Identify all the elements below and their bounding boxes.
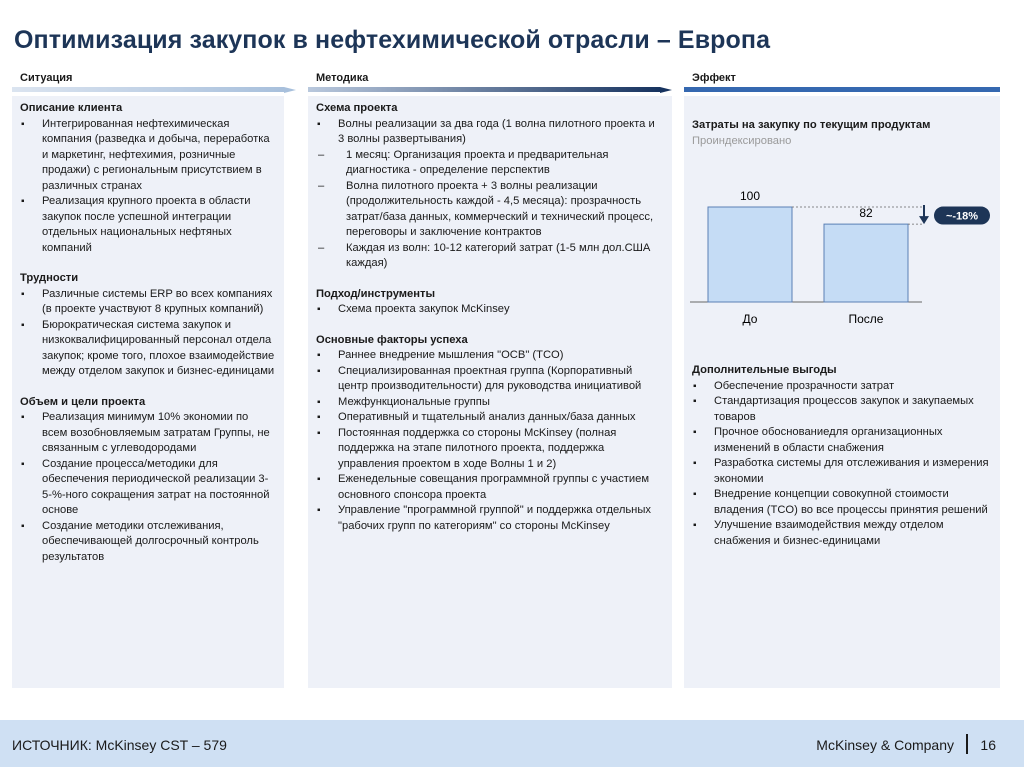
category-label: После — [848, 312, 884, 326]
factors-section-title: Основные факторы успеха — [316, 333, 468, 346]
list-item: ▪ Разработка системы для отслеживания и измерения экономии — [692, 456, 992, 487]
list-item: ▪ Реализация крупного проекта в области закупок после успешной интеграции отдельных национальных нефтяных компаний — [20, 194, 276, 256]
brand-name: McKinsey & Company — [816, 737, 954, 753]
list-item: ▪ Постоянная поддержка со стороны McKinsey (полная поддержка на этапе пилотного проекта, поддержка управления проектом в ходе Волны 1 и 2) — [316, 426, 664, 473]
scope-section — [20, 395, 276, 566]
list-item: ▪ Реализация минимум 10% экономии по всем возобновляемым затратам Группы, не связанным с углеводородами — [20, 410, 276, 457]
reduction-badge-label: ~-18% — [945, 210, 979, 223]
column-header-situation — [12, 70, 284, 92]
list-item: ▪ Интегрированная нефтехимическая компания (разведка и добыча, переработка и маркетинг, нефтехимия, розничные продажи) с региональным присутствием в различных странах — [20, 117, 276, 195]
list-item: ▪ Еженедельные совещания программной группы с участием основного спонсора проекта — [316, 472, 664, 503]
situation-panel — [12, 96, 284, 688]
list-item: ▪ Схема проекта закупок McKinsey — [316, 302, 664, 318]
chart-title: Затраты на закупку по текущим продуктам — [692, 119, 931, 131]
sub-list-item: – Волна пилотного проекта + 3 волны реализации (продолжительность каждой - 4,5 месяца): прозрачность затрат/база данных, коммерческий и технический процесс, переговоры и заключение контрактов — [316, 179, 664, 241]
list-item — [316, 117, 664, 272]
bar-value-label: 82 — [859, 206, 873, 221]
approach-section — [316, 287, 664, 318]
list-item: ▪ Обеспечение прозрачности затрат — [692, 379, 992, 395]
list-item: ▪ Бюрократическая система закупок и низкоквалифицированный персонал отдела закупок; кроме того, плохое взаимодействие между отделом закупок и бизнес-единицами — [20, 318, 276, 380]
column-header-effect-bar — [684, 87, 1000, 92]
column-header-effect — [684, 70, 1000, 92]
column-header-method — [308, 70, 660, 92]
benefits-section — [692, 362, 992, 549]
list-item: ▪ Внедрение концепции совокупной стоимости владения (TCO) во все процессы принятия решений — [692, 487, 992, 518]
effect-panel — [684, 96, 1000, 688]
list-item: ▪ Межфункциональные группы — [316, 395, 664, 411]
column-header-effect-label: Эффект — [692, 72, 736, 84]
bar-before — [708, 207, 792, 302]
list-item: ▪ Создание процесса/методики для обеспечения периодической реализации 3-5-%-ного сокращения затрат на постоянной основе — [20, 457, 276, 519]
difficulties-section — [20, 271, 276, 380]
page-number: 16 — [980, 737, 996, 753]
source-note: ИСТОЧНИК: McKinsey CST – 579 — [12, 737, 227, 753]
arrow-right-icon — [660, 87, 672, 93]
list-item: ▪ Различные системы ERP во всех компаниях (в проекте участвуют 8 крупных компаний) — [20, 287, 276, 318]
factors-section — [316, 333, 664, 535]
column-header-situation-label: Ситуация — [20, 72, 73, 84]
arrow-down-icon — [919, 205, 929, 224]
client-section — [20, 101, 276, 256]
benefits-section-title: Дополнительные выгоды — [692, 364, 837, 376]
list-item: ▪ Улучшение взаимодействия между отделом снабжения и бизнес-единицами — [692, 518, 992, 549]
list-item: ▪ Специализированная проектная группа (Корпоративный центр производительности) для руководства инициативой — [316, 364, 664, 395]
bar-value-label: 100 — [739, 189, 761, 203]
list-item: ▪ Прочное обоснованиедля организационных изменений в области снабжения — [692, 425, 992, 456]
footer — [0, 720, 1024, 767]
list-item: ▪ Стандартизация процессов закупок и закупаемых товаров — [692, 394, 992, 425]
scheme-section — [316, 101, 664, 272]
bar-after — [824, 224, 908, 302]
page-title: Оптимизация закупок в нефтехимической отрасли – Европа — [14, 26, 771, 54]
category-label: До — [742, 312, 758, 326]
client-section-title: Описание клиента — [20, 102, 123, 114]
column-header-method-bar — [308, 87, 660, 92]
arrow-right-icon — [284, 87, 296, 93]
list-item-text: Волны реализации за два года (1 волна пилотного проекта и 3 волны развертывания) — [338, 117, 655, 145]
scheme-section-title: Схема проекта — [316, 102, 398, 114]
column-header-method-label: Методика — [316, 72, 369, 84]
cost-bar-chart — [684, 176, 1000, 336]
approach-section-title: Подход/инструменты — [316, 287, 436, 300]
footer-divider — [966, 734, 968, 754]
list-item: ▪ Оперативный и тщательный анализ данных/база данных — [316, 410, 664, 426]
difficulties-section-title: Трудности — [20, 272, 79, 284]
chart-subtitle: Проиндексировано — [692, 134, 792, 147]
sub-list-item: – Каждая из волн: 10-12 категорий затрат (1-5 млн дол.США каждая) — [316, 241, 664, 272]
method-panel — [308, 96, 672, 688]
list-item: ▪ Создание методики отслеживания, обеспечивающей долгосрочный контроль результатов — [20, 519, 276, 566]
sub-list-item: – 1 месяц: Организация проекта и предварительная диагностика - определение перспектив — [316, 148, 664, 179]
column-header-situation-bar — [12, 87, 284, 92]
list-item: ▪ Управление "программной группой" и поддержка отдельных "рабочих групп по категориям" со стороны McKinsey — [316, 503, 664, 534]
list-item: ▪ Раннее внедрение мышления "OCB" (TCO) — [316, 348, 664, 364]
scope-section-title: Объем и цели проекта — [20, 395, 146, 408]
